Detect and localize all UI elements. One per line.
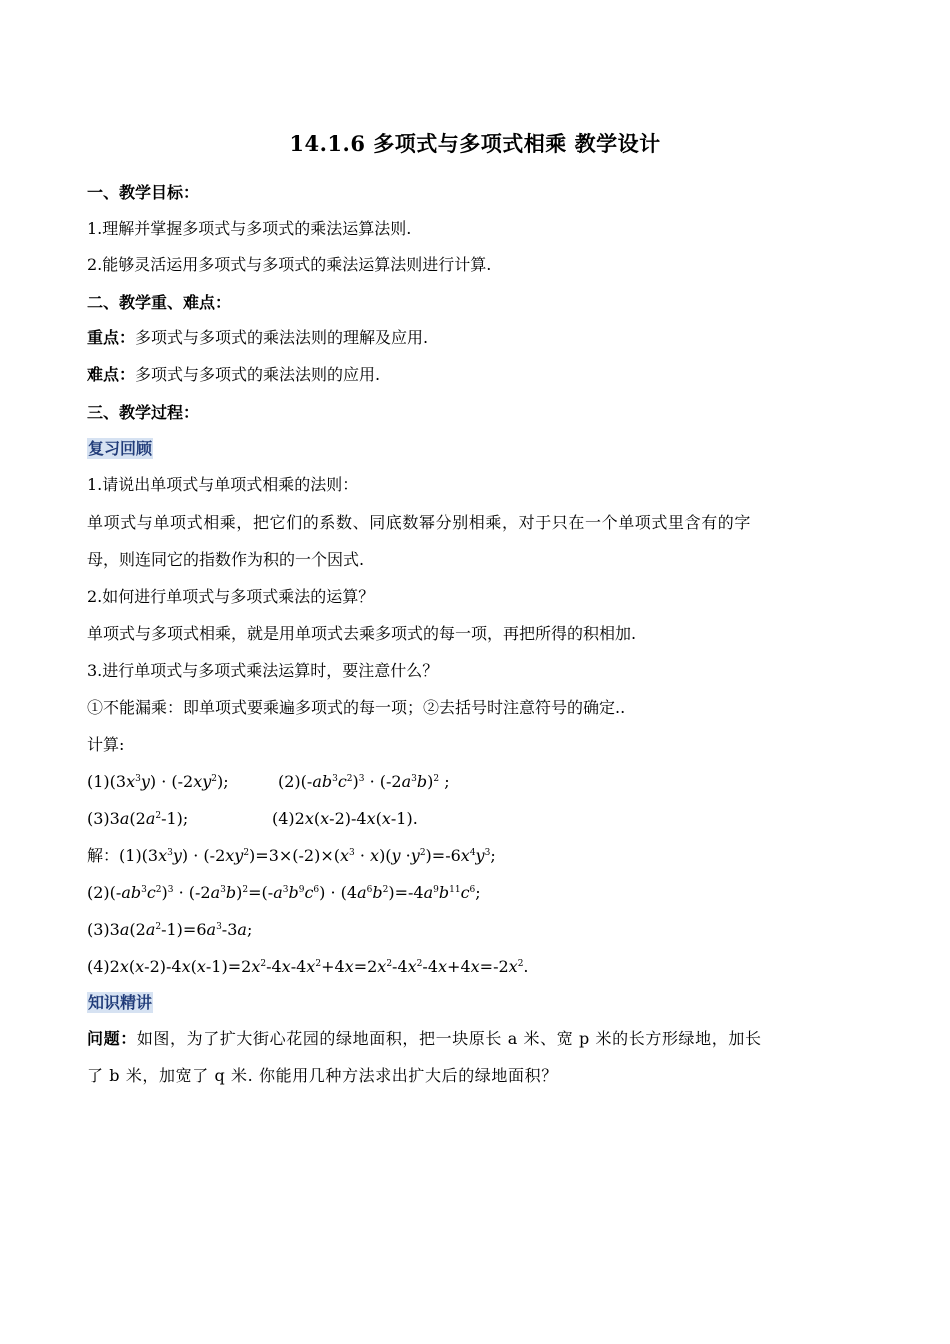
answer-3: ①不能漏乘：即单项式要乘遍多项式的每一项；②去括号时注意符号的确定.. xyxy=(87,698,626,717)
problem-line-1 xyxy=(87,1028,762,1050)
question-3: 3.进行单项式与多项式乘法运算时，要注意什么？ xyxy=(87,661,439,680)
problem-line-2: 了 b 米，加宽了 q 米. 你能用几种方法求出扩大后的绿地面积？ xyxy=(87,1066,558,1085)
calc-label: 计算: xyxy=(87,735,125,754)
key-point-label: 重点： xyxy=(87,328,136,347)
key-point-text: 多项式与多项式的乘法法则的理解及应用. xyxy=(135,328,429,347)
answer-2: 单项式与多项式相乘，就是用单项式去乘多项式的每一项，再把所得的积相加. xyxy=(87,624,637,643)
difficult-point-label: 难点： xyxy=(87,365,136,384)
key-point xyxy=(87,327,428,349)
objective-1: 1.理解并掌握多项式与多项式的乘法运算法则. xyxy=(87,219,412,238)
problem-text-1: 如图，为了扩大街心花园的绿地面积，把一块原长 a 米、宽 p 米的长方形绿地，加长 xyxy=(136,1029,762,1048)
difficult-point-text: 多项式与多项式的乘法法则的应用. xyxy=(135,365,381,384)
solution-2: $(2)(-ab^3c^2)^3 \cdot (-2a^3b)^2=(-a^3b^9c^6) \cdot (4a^6b^2)=-4a^9b^{11}c^6$; xyxy=(87,883,481,902)
exercise-1: $(1)(3x^3y) \cdot (-2xy^2)$; xyxy=(87,772,229,791)
solution-1: 解：$(1)(3x^3y) \cdot (-2xy^2)=3\times(-2)\times(x^3 \cdot x)(y \cdot y^2)=-6x^4y^3$; xyxy=(87,846,496,865)
objective-2: 2.能够灵活运用多项式与多项式的乘法运算法则进行计算. xyxy=(87,255,492,274)
difficult-point xyxy=(87,364,380,386)
question-2: 2.如何进行单项式与多项式乘法的运算？ xyxy=(87,587,375,606)
review-tag: 复习回顾 xyxy=(88,439,153,458)
section-heading-process: 三、教学过程： xyxy=(87,403,200,422)
knowledge-tag: 知识精讲 xyxy=(88,993,153,1012)
knowledge-heading xyxy=(87,992,153,1014)
solution-3: $(3)3a(2a^2-1)=6a^3-3a$; xyxy=(87,920,253,939)
exercise-2: $(2)(-ab^3c^2)^3 \cdot (-2a^3b)^2$ ; xyxy=(278,772,450,791)
exercise-3: $(3)3a(2a^2-1)$; xyxy=(87,809,189,828)
solution-4: $(4)2x(x-2)-4x(x-1)=2x^2-4x-4x^2+4x=2x^2-4x^2-4x+4x=-2x^2$. xyxy=(87,957,529,976)
question-1: 1.请说出单项式与单项式相乘的法则： xyxy=(87,475,359,494)
problem-label: 问题： xyxy=(87,1029,137,1048)
page-title: 14.1.6 多项式与多项式相乘 教学设计 xyxy=(289,131,661,156)
answer-1-line-1: 单项式与单项式相乘，把它们的系数、同底数幂分别相乘，对于只在一个单项式里含有的字 xyxy=(87,513,752,532)
answer-1-line-2: 母，则连同它的指数作为积的一个因式. xyxy=(87,550,365,569)
section-heading-objectives: 一、教学目标： xyxy=(87,183,200,202)
review-heading xyxy=(87,438,153,460)
solution-label: 解： xyxy=(87,846,120,865)
exercise-4: (4)2x(x-2)-4x(x-1). xyxy=(272,809,418,828)
section-heading-keypoints: 二、教学重、难点： xyxy=(87,293,232,312)
